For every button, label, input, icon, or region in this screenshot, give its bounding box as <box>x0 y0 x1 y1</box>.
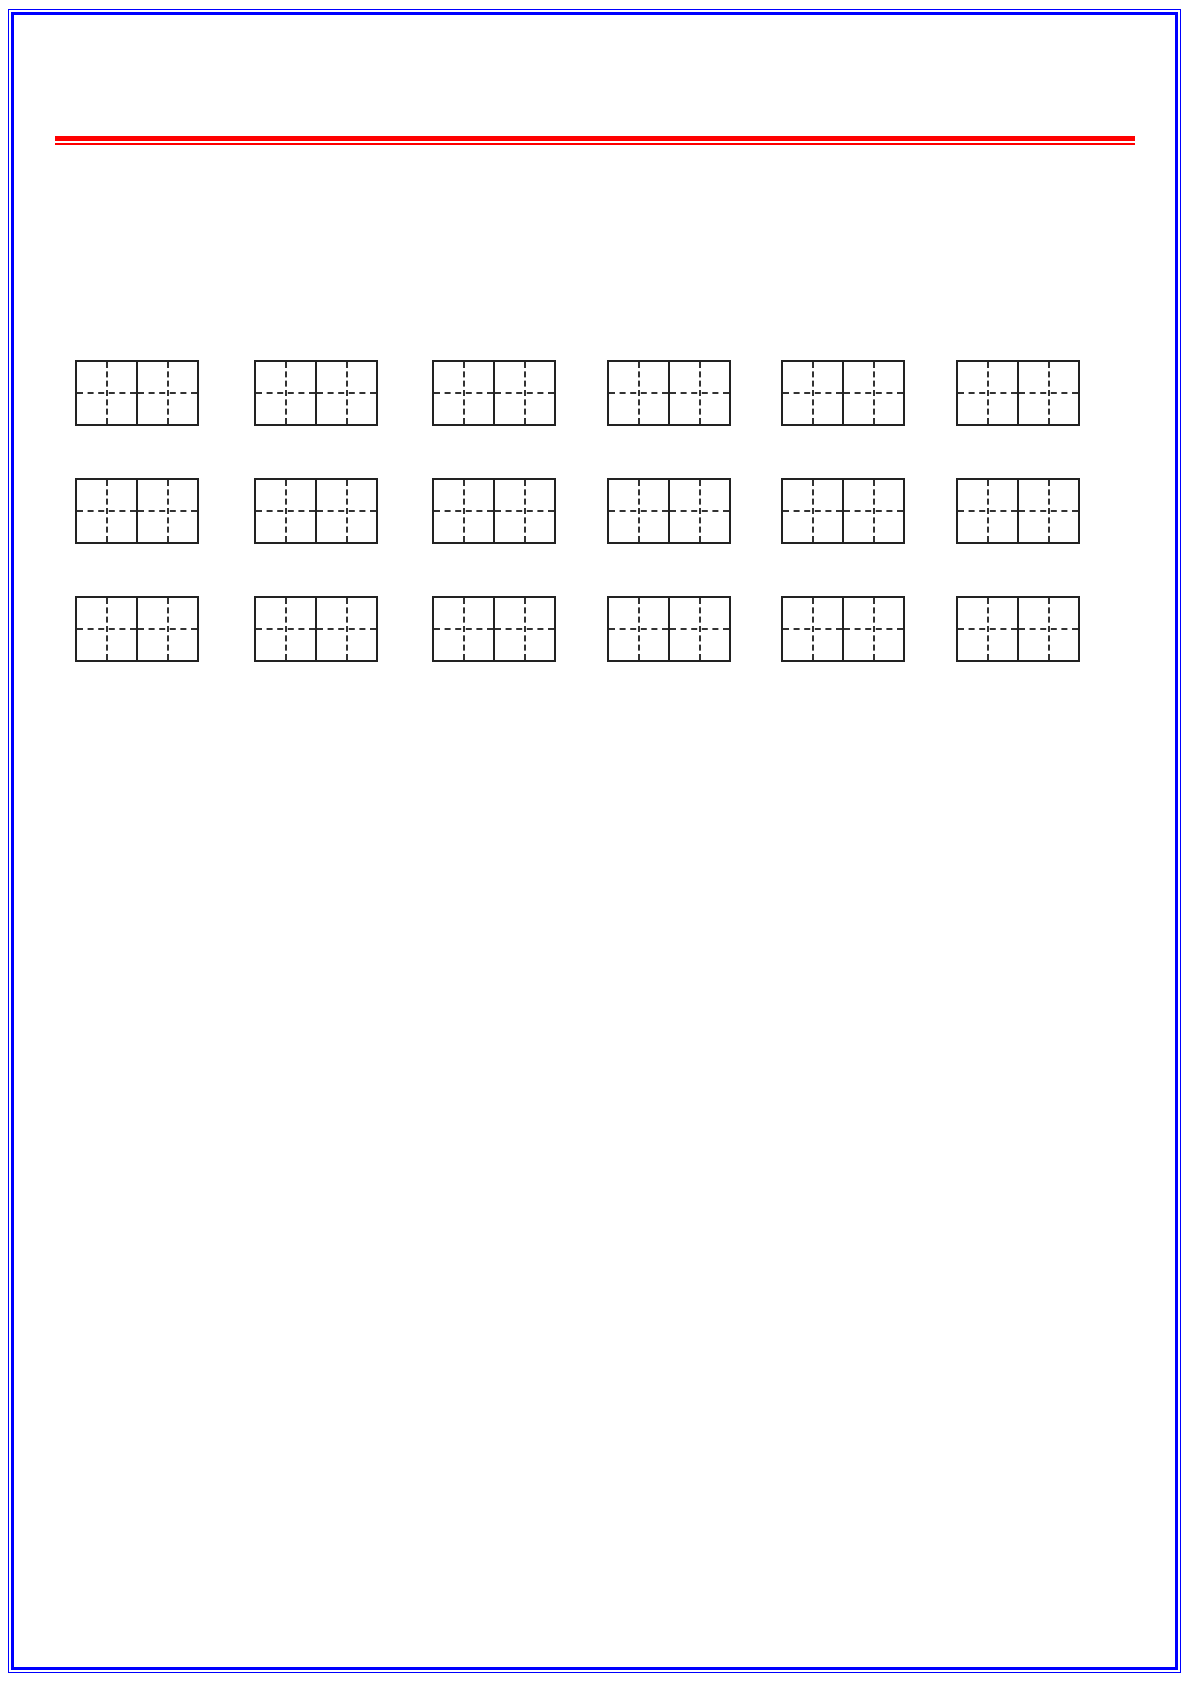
character-cell[interactable] <box>493 362 554 424</box>
pinyin-item <box>75 316 199 426</box>
tianzige-answer-box[interactable] <box>254 596 378 662</box>
character-cell[interactable] <box>136 598 197 660</box>
character-cell[interactable] <box>77 480 136 542</box>
tianzige-answer-box[interactable] <box>956 360 1080 426</box>
character-cell[interactable] <box>315 480 376 542</box>
pinyin-label <box>956 434 1080 470</box>
character-cell[interactable] <box>434 598 493 660</box>
character-cell[interactable] <box>434 480 493 542</box>
tianzige-answer-box[interactable] <box>432 596 556 662</box>
tianzige-answer-box[interactable] <box>781 360 905 426</box>
tianzige-answer-box[interactable] <box>607 360 731 426</box>
character-cell[interactable] <box>1017 598 1078 660</box>
tianzige-answer-box[interactable] <box>956 596 1080 662</box>
pinyin-label <box>607 552 731 588</box>
character-cell[interactable] <box>77 598 136 660</box>
character-cell[interactable] <box>1017 480 1078 542</box>
character-cell[interactable] <box>609 480 668 542</box>
tianzige-answer-box[interactable] <box>432 478 556 544</box>
character-cell[interactable] <box>136 480 197 542</box>
character-cell[interactable] <box>1017 362 1078 424</box>
character-cell[interactable] <box>783 362 842 424</box>
pinyin-label <box>254 552 378 588</box>
pinyin-label <box>607 434 731 470</box>
pinyin-label <box>956 552 1080 588</box>
pinyin-item <box>432 434 556 544</box>
tianzige-answer-box[interactable] <box>607 478 731 544</box>
pinyin-label <box>254 316 378 352</box>
character-cell[interactable] <box>958 480 1017 542</box>
tianzige-answer-box[interactable] <box>75 478 199 544</box>
pinyin-item <box>607 552 731 662</box>
character-cell[interactable] <box>958 598 1017 660</box>
pinyin-label <box>432 552 556 588</box>
pinyin-label <box>432 434 556 470</box>
pinyin-item <box>956 316 1080 426</box>
pinyin-label <box>781 552 905 588</box>
pinyin-item <box>254 552 378 662</box>
pinyin-item <box>432 552 556 662</box>
character-cell[interactable] <box>256 598 315 660</box>
pinyin-label <box>432 316 556 352</box>
character-cell[interactable] <box>842 598 903 660</box>
pinyin-item <box>956 552 1080 662</box>
pinyin-label <box>75 434 199 470</box>
pinyin-label <box>75 552 199 588</box>
character-cell[interactable] <box>783 480 842 542</box>
character-cell[interactable] <box>493 480 554 542</box>
tianzige-answer-box[interactable] <box>432 360 556 426</box>
pinyin-label <box>254 434 378 470</box>
pinyin-label <box>781 316 905 352</box>
pinyin-item <box>956 434 1080 544</box>
character-cell[interactable] <box>609 362 668 424</box>
character-cell[interactable] <box>256 480 315 542</box>
pinyin-item <box>781 552 905 662</box>
character-cell[interactable] <box>256 362 315 424</box>
pinyin-item <box>432 316 556 426</box>
pinyin-item <box>75 434 199 544</box>
pinyin-item <box>75 552 199 662</box>
character-cell[interactable] <box>842 480 903 542</box>
character-cell[interactable] <box>668 480 729 542</box>
tianzige-answer-box[interactable] <box>956 478 1080 544</box>
pinyin-item <box>781 434 905 544</box>
pinyin-label <box>781 434 905 470</box>
pinyin-item <box>254 316 378 426</box>
character-cell[interactable] <box>958 362 1017 424</box>
tianzige-answer-box[interactable] <box>254 478 378 544</box>
pinyin-label <box>607 316 731 352</box>
tianzige-answer-box[interactable] <box>781 478 905 544</box>
pinyin-item <box>607 434 731 544</box>
pinyin-label <box>75 316 199 352</box>
character-cell[interactable] <box>668 362 729 424</box>
page-border-inner <box>11 12 1178 1670</box>
character-cell[interactable] <box>434 362 493 424</box>
character-cell[interactable] <box>77 362 136 424</box>
pinyin-item <box>781 316 905 426</box>
pinyin-item <box>607 316 731 426</box>
pinyin-label <box>956 316 1080 352</box>
tianzige-answer-box[interactable] <box>254 360 378 426</box>
tianzige-answer-box[interactable] <box>75 360 199 426</box>
tianzige-answer-box[interactable] <box>781 596 905 662</box>
character-cell[interactable] <box>315 598 376 660</box>
character-cell[interactable] <box>136 362 197 424</box>
character-cell[interactable] <box>609 598 668 660</box>
title-underline-thick <box>55 136 1135 141</box>
character-cell[interactable] <box>493 598 554 660</box>
tianzige-answer-box[interactable] <box>607 596 731 662</box>
character-cell[interactable] <box>783 598 842 660</box>
pinyin-item <box>254 434 378 544</box>
character-cell[interactable] <box>842 362 903 424</box>
character-cell[interactable] <box>668 598 729 660</box>
character-cell[interactable] <box>315 362 376 424</box>
tianzige-answer-box[interactable] <box>75 596 199 662</box>
title-underline-thin <box>55 143 1135 145</box>
